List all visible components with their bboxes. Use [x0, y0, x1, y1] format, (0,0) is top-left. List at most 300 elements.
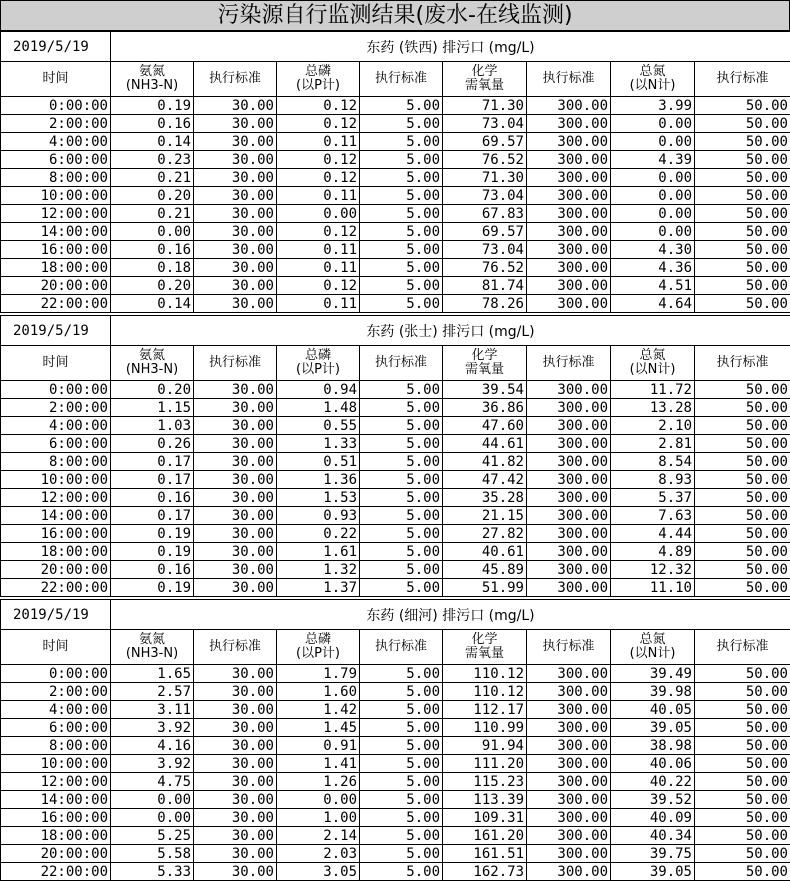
tp-standard-cell: 5.00 [360, 543, 443, 561]
cod-standard-cell: 300.00 [527, 489, 611, 507]
header-time: 时间 [1, 346, 111, 381]
nh3-standard-cell: 30.00 [194, 773, 277, 791]
tp-cell: 1.26 [277, 773, 360, 791]
nh3-standard-cell: 30.00 [194, 701, 277, 719]
cod-standard-cell: 300.00 [527, 399, 611, 417]
tn-standard-cell: 50.00 [695, 277, 790, 295]
nh3-cell: 0.00 [111, 791, 194, 809]
nh3-cell: 4.16 [111, 737, 194, 755]
nh3-cell: 1.65 [111, 665, 194, 683]
tn-standard-cell: 50.00 [695, 399, 790, 417]
cod-cell: 109.31 [443, 809, 527, 827]
tp-standard-cell: 5.00 [360, 223, 443, 241]
header-line: 氨氮 [111, 65, 193, 79]
tn-cell: 40.22 [611, 773, 695, 791]
outlet-table-xihe [0, 599, 790, 881]
cod-cell: 81.74 [443, 277, 527, 295]
cod-cell: 35.28 [443, 489, 527, 507]
tn-cell: 4.51 [611, 277, 695, 295]
time-cell: 6:00:00 [1, 435, 111, 453]
nh3-standard-cell: 30.00 [194, 205, 277, 223]
cod-cell: 71.30 [443, 97, 527, 115]
tp-standard-cell: 5.00 [360, 115, 443, 133]
tn-standard-cell: 50.00 [695, 755, 790, 773]
table-row [1, 579, 790, 597]
table-row [1, 683, 790, 701]
tp-cell: 2.14 [277, 827, 360, 845]
tp-cell: 1.45 [277, 719, 360, 737]
table-row [1, 241, 790, 259]
time-cell: 2:00:00 [1, 115, 111, 133]
tp-standard-cell: 5.00 [360, 719, 443, 737]
header-line: 总氮 [611, 65, 694, 79]
cod-cell: 47.60 [443, 417, 527, 435]
tp-standard-cell: 5.00 [360, 683, 443, 701]
nh3-standard-cell: 30.00 [194, 543, 277, 561]
nh3-cell: 0.26 [111, 435, 194, 453]
tn-standard-cell: 50.00 [695, 133, 790, 151]
tp-cell: 0.11 [277, 295, 360, 313]
header-line: 化学 [443, 65, 526, 79]
tp-cell: 3.05 [277, 863, 360, 881]
tn-cell: 2.81 [611, 435, 695, 453]
tp-cell: 0.12 [277, 97, 360, 115]
cod-standard-cell: 300.00 [527, 755, 611, 773]
cod-standard-cell: 300.00 [527, 187, 611, 205]
nh3-cell: 0.19 [111, 525, 194, 543]
cod-cell: 113.39 [443, 791, 527, 809]
tn-cell: 38.98 [611, 737, 695, 755]
tp-cell: 0.11 [277, 241, 360, 259]
time-cell: 20:00:00 [1, 845, 111, 863]
cod-cell: 115.23 [443, 773, 527, 791]
cod-cell: 76.52 [443, 151, 527, 169]
table-row [1, 471, 790, 489]
header-standard: 执行标准 [194, 346, 277, 381]
header-line: 总氮 [611, 633, 694, 647]
cod-standard-cell: 300.00 [527, 259, 611, 277]
tp-cell: 0.93 [277, 507, 360, 525]
nh3-cell: 1.03 [111, 417, 194, 435]
table-row [1, 435, 790, 453]
nh3-standard-cell: 30.00 [194, 719, 277, 737]
table-row [1, 169, 790, 187]
table-row [1, 737, 790, 755]
tn-cell: 39.05 [611, 863, 695, 881]
tn-standard-cell: 50.00 [695, 471, 790, 489]
table-row [1, 151, 790, 169]
nh3-standard-cell: 30.00 [194, 827, 277, 845]
cod-standard-cell: 300.00 [527, 773, 611, 791]
time-cell: 4:00:00 [1, 133, 111, 151]
outlet-title: 东药 (细河) 排污口 (mg/L) [111, 600, 790, 630]
tn-standard-cell: 50.00 [695, 701, 790, 719]
nh3-standard-cell: 30.00 [194, 525, 277, 543]
header-line: (以N计) [611, 647, 694, 661]
table-row [1, 773, 790, 791]
time-cell: 8:00:00 [1, 737, 111, 755]
time-cell: 22:00:00 [1, 295, 111, 313]
header-line: (NH3-N) [111, 79, 193, 93]
tn-cell: 2.10 [611, 417, 695, 435]
tp-cell: 0.12 [277, 169, 360, 187]
tn-standard-cell: 50.00 [695, 205, 790, 223]
cod-cell: 110.12 [443, 683, 527, 701]
header-line: 氨氮 [111, 349, 193, 363]
table-row [1, 863, 790, 881]
cod-cell: 73.04 [443, 241, 527, 259]
time-cell: 18:00:00 [1, 827, 111, 845]
nh3-cell: 0.18 [111, 259, 194, 277]
tn-cell: 3.99 [611, 97, 695, 115]
nh3-cell: 0.16 [111, 241, 194, 259]
tp-cell: 1.48 [277, 399, 360, 417]
time-cell: 4:00:00 [1, 701, 111, 719]
nh3-standard-cell: 30.00 [194, 115, 277, 133]
tn-cell: 7.63 [611, 507, 695, 525]
tp-standard-cell: 5.00 [360, 791, 443, 809]
header-tn [611, 346, 695, 381]
tn-standard-cell: 50.00 [695, 561, 790, 579]
outlet-title: 东药 (张士) 排污口 (mg/L) [111, 316, 790, 346]
cod-cell: 41.82 [443, 453, 527, 471]
cod-standard-cell: 300.00 [527, 115, 611, 133]
cod-cell: 73.04 [443, 115, 527, 133]
tp-cell: 0.12 [277, 223, 360, 241]
table-row [1, 187, 790, 205]
date-cell: 2019/5/19 [1, 316, 111, 346]
cod-cell: 71.30 [443, 169, 527, 187]
nh3-cell: 0.21 [111, 169, 194, 187]
tn-standard-cell: 50.00 [695, 417, 790, 435]
cod-standard-cell: 300.00 [527, 435, 611, 453]
tp-cell: 1.79 [277, 665, 360, 683]
time-cell: 4:00:00 [1, 417, 111, 435]
tp-cell: 1.00 [277, 809, 360, 827]
nh3-cell: 0.00 [111, 809, 194, 827]
tp-standard-cell: 5.00 [360, 151, 443, 169]
outlet-table-zhangshi [0, 315, 790, 597]
nh3-standard-cell: 30.00 [194, 295, 277, 313]
header-standard: 执行标准 [695, 62, 790, 97]
table-row [1, 133, 790, 151]
nh3-standard-cell: 30.00 [194, 417, 277, 435]
header-line: 需氧量 [443, 363, 526, 377]
tp-cell: 0.55 [277, 417, 360, 435]
nh3-standard-cell: 30.00 [194, 507, 277, 525]
header-tn [611, 630, 695, 665]
tp-cell: 2.03 [277, 845, 360, 863]
cod-cell: 21.15 [443, 507, 527, 525]
nh3-standard-cell: 30.00 [194, 223, 277, 241]
header-line: 氨氮 [111, 633, 193, 647]
time-cell: 10:00:00 [1, 471, 111, 489]
nh3-cell: 5.33 [111, 863, 194, 881]
cod-standard-cell: 300.00 [527, 241, 611, 259]
date-cell: 2019/5/19 [1, 32, 111, 62]
header-line: 化学 [443, 349, 526, 363]
header-line: (以P计) [277, 647, 359, 661]
table-row [1, 417, 790, 435]
time-cell: 2:00:00 [1, 399, 111, 417]
tp-standard-cell: 5.00 [360, 561, 443, 579]
header-standard: 执行标准 [527, 62, 611, 97]
time-cell: 14:00:00 [1, 223, 111, 241]
time-cell: 16:00:00 [1, 809, 111, 827]
tp-standard-cell: 5.00 [360, 863, 443, 881]
header-line: (NH3-N) [111, 363, 193, 377]
tp-cell: 0.00 [277, 791, 360, 809]
tp-standard-cell: 5.00 [360, 489, 443, 507]
tn-standard-cell: 50.00 [695, 809, 790, 827]
nh3-standard-cell: 30.00 [194, 561, 277, 579]
cod-standard-cell: 300.00 [527, 665, 611, 683]
cod-standard-cell: 300.00 [527, 561, 611, 579]
header-line: (以N计) [611, 79, 694, 93]
nh3-standard-cell: 30.00 [194, 435, 277, 453]
tn-standard-cell: 50.00 [695, 187, 790, 205]
tn-standard-cell: 50.00 [695, 169, 790, 187]
tp-cell: 0.11 [277, 259, 360, 277]
tn-standard-cell: 50.00 [695, 241, 790, 259]
tn-cell: 4.30 [611, 241, 695, 259]
tp-cell: 0.12 [277, 115, 360, 133]
cod-standard-cell: 300.00 [527, 863, 611, 881]
header-cod [443, 630, 527, 665]
header-line: (NH3-N) [111, 647, 193, 661]
nh3-standard-cell: 30.00 [194, 471, 277, 489]
tn-standard-cell: 50.00 [695, 115, 790, 133]
cod-cell: 47.42 [443, 471, 527, 489]
outlet-title: 东药 (铁西) 排污口 (mg/L) [111, 32, 790, 62]
tp-standard-cell: 5.00 [360, 525, 443, 543]
header-standard: 执行标准 [695, 630, 790, 665]
header-nh3 [111, 346, 194, 381]
date-cell: 2019/5/19 [1, 600, 111, 630]
header-line: 化学 [443, 633, 526, 647]
cod-cell: 76.52 [443, 259, 527, 277]
tp-standard-cell: 5.00 [360, 845, 443, 863]
time-cell: 22:00:00 [1, 579, 111, 597]
tn-cell: 40.34 [611, 827, 695, 845]
nh3-standard-cell: 30.00 [194, 133, 277, 151]
cod-standard-cell: 300.00 [527, 381, 611, 399]
cod-cell: 110.99 [443, 719, 527, 737]
nh3-cell: 2.57 [111, 683, 194, 701]
tn-standard-cell: 50.00 [695, 259, 790, 277]
cod-standard-cell: 300.00 [527, 809, 611, 827]
nh3-standard-cell: 30.00 [194, 863, 277, 881]
tp-cell: 1.32 [277, 561, 360, 579]
tp-cell: 1.53 [277, 489, 360, 507]
tp-cell: 1.42 [277, 701, 360, 719]
tn-cell: 4.44 [611, 525, 695, 543]
cod-standard-cell: 300.00 [527, 223, 611, 241]
tp-standard-cell: 5.00 [360, 435, 443, 453]
tn-cell: 11.10 [611, 579, 695, 597]
header-standard: 执行标准 [360, 630, 443, 665]
cod-standard-cell: 300.00 [527, 719, 611, 737]
tp-standard-cell: 5.00 [360, 665, 443, 683]
tp-standard-cell: 5.00 [360, 205, 443, 223]
tp-cell: 0.11 [277, 133, 360, 151]
tp-standard-cell: 5.00 [360, 169, 443, 187]
table-row [1, 719, 790, 737]
nh3-cell: 0.19 [111, 97, 194, 115]
tp-cell: 1.33 [277, 435, 360, 453]
cod-cell: 161.20 [443, 827, 527, 845]
cod-cell: 112.17 [443, 701, 527, 719]
tn-cell: 39.52 [611, 791, 695, 809]
tn-standard-cell: 50.00 [695, 543, 790, 561]
tn-cell: 0.00 [611, 187, 695, 205]
nh3-cell: 0.20 [111, 277, 194, 295]
nh3-standard-cell: 30.00 [194, 845, 277, 863]
tn-cell: 40.09 [611, 809, 695, 827]
tn-standard-cell: 50.00 [695, 665, 790, 683]
nh3-standard-cell: 30.00 [194, 169, 277, 187]
time-cell: 0:00:00 [1, 665, 111, 683]
cod-cell: 111.20 [443, 755, 527, 773]
tn-standard-cell: 50.00 [695, 453, 790, 471]
nh3-cell: 0.19 [111, 579, 194, 597]
nh3-standard-cell: 30.00 [194, 737, 277, 755]
header-line: 需氧量 [443, 647, 526, 661]
nh3-cell: 0.14 [111, 295, 194, 313]
header-cod [443, 62, 527, 97]
tn-cell: 39.75 [611, 845, 695, 863]
cod-cell: 51.99 [443, 579, 527, 597]
nh3-cell: 0.20 [111, 381, 194, 399]
outlet-table-tiexi [0, 31, 790, 313]
nh3-cell: 4.75 [111, 773, 194, 791]
tp-standard-cell: 5.00 [360, 259, 443, 277]
tn-cell: 0.00 [611, 169, 695, 187]
tn-standard-cell: 50.00 [695, 97, 790, 115]
tp-standard-cell: 5.00 [360, 277, 443, 295]
time-cell: 22:00:00 [1, 863, 111, 881]
tn-standard-cell: 50.00 [695, 683, 790, 701]
nh3-cell: 0.00 [111, 223, 194, 241]
table-row [1, 827, 790, 845]
cod-standard-cell: 300.00 [527, 151, 611, 169]
nh3-cell: 0.17 [111, 507, 194, 525]
nh3-cell: 0.16 [111, 561, 194, 579]
header-line: 总磷 [277, 65, 359, 79]
time-cell: 12:00:00 [1, 205, 111, 223]
column-header-row [1, 62, 790, 97]
tp-standard-cell: 5.00 [360, 773, 443, 791]
time-cell: 12:00:00 [1, 489, 111, 507]
table-row [1, 489, 790, 507]
table-row [1, 845, 790, 863]
table-row [1, 525, 790, 543]
nh3-standard-cell: 30.00 [194, 665, 277, 683]
table-row [1, 561, 790, 579]
cod-standard-cell: 300.00 [527, 827, 611, 845]
table-row [1, 381, 790, 399]
tn-standard-cell: 50.00 [695, 489, 790, 507]
nh3-standard-cell: 30.00 [194, 579, 277, 597]
cod-standard-cell: 300.00 [527, 701, 611, 719]
time-cell: 14:00:00 [1, 507, 111, 525]
section-header-row [1, 316, 790, 346]
cod-cell: 91.94 [443, 737, 527, 755]
tp-standard-cell: 5.00 [360, 579, 443, 597]
cod-cell: 78.26 [443, 295, 527, 313]
tp-standard-cell: 5.00 [360, 507, 443, 525]
tn-cell: 39.05 [611, 719, 695, 737]
time-cell: 20:00:00 [1, 561, 111, 579]
cod-standard-cell: 300.00 [527, 133, 611, 151]
header-standard: 执行标准 [695, 346, 790, 381]
cod-cell: 69.57 [443, 133, 527, 151]
header-tp [277, 62, 360, 97]
tn-standard-cell: 50.00 [695, 719, 790, 737]
nh3-standard-cell: 30.00 [194, 809, 277, 827]
tp-standard-cell: 5.00 [360, 737, 443, 755]
cod-standard-cell: 300.00 [527, 683, 611, 701]
table-row [1, 701, 790, 719]
nh3-standard-cell: 30.00 [194, 381, 277, 399]
table-row [1, 507, 790, 525]
nh3-standard-cell: 30.00 [194, 399, 277, 417]
tp-cell: 0.12 [277, 151, 360, 169]
header-line: (以N计) [611, 363, 694, 377]
tn-cell: 0.00 [611, 115, 695, 133]
nh3-cell: 0.17 [111, 471, 194, 489]
nh3-cell: 0.17 [111, 453, 194, 471]
tp-cell: 1.60 [277, 683, 360, 701]
tn-cell: 4.36 [611, 259, 695, 277]
cod-cell: 73.04 [443, 187, 527, 205]
tn-standard-cell: 50.00 [695, 223, 790, 241]
cod-standard-cell: 300.00 [527, 791, 611, 809]
cod-cell: 39.54 [443, 381, 527, 399]
nh3-standard-cell: 30.00 [194, 683, 277, 701]
tn-cell: 5.37 [611, 489, 695, 507]
tp-standard-cell: 5.00 [360, 381, 443, 399]
table-row [1, 97, 790, 115]
column-header-row [1, 630, 790, 665]
nh3-standard-cell: 30.00 [194, 791, 277, 809]
header-line: 总氮 [611, 349, 694, 363]
cod-cell: 45.89 [443, 561, 527, 579]
tn-cell: 0.00 [611, 133, 695, 151]
tp-cell: 1.41 [277, 755, 360, 773]
tp-cell: 1.37 [277, 579, 360, 597]
tp-cell: 1.36 [277, 471, 360, 489]
time-cell: 14:00:00 [1, 791, 111, 809]
tn-cell: 40.06 [611, 755, 695, 773]
tn-standard-cell: 50.00 [695, 435, 790, 453]
header-line: (以P计) [277, 363, 359, 377]
header-line: (以P计) [277, 79, 359, 93]
cod-standard-cell: 300.00 [527, 205, 611, 223]
nh3-standard-cell: 30.00 [194, 259, 277, 277]
report-title: 污染源自行监测结果(废水-在线监测) [0, 0, 790, 31]
cod-cell: 69.57 [443, 223, 527, 241]
tn-standard-cell: 50.00 [695, 507, 790, 525]
table-row [1, 277, 790, 295]
tn-cell: 39.98 [611, 683, 695, 701]
nh3-cell: 5.58 [111, 845, 194, 863]
nh3-cell: 1.15 [111, 399, 194, 417]
tp-cell: 0.11 [277, 187, 360, 205]
tn-standard-cell: 50.00 [695, 845, 790, 863]
tp-standard-cell: 5.00 [360, 827, 443, 845]
header-standard: 执行标准 [527, 630, 611, 665]
